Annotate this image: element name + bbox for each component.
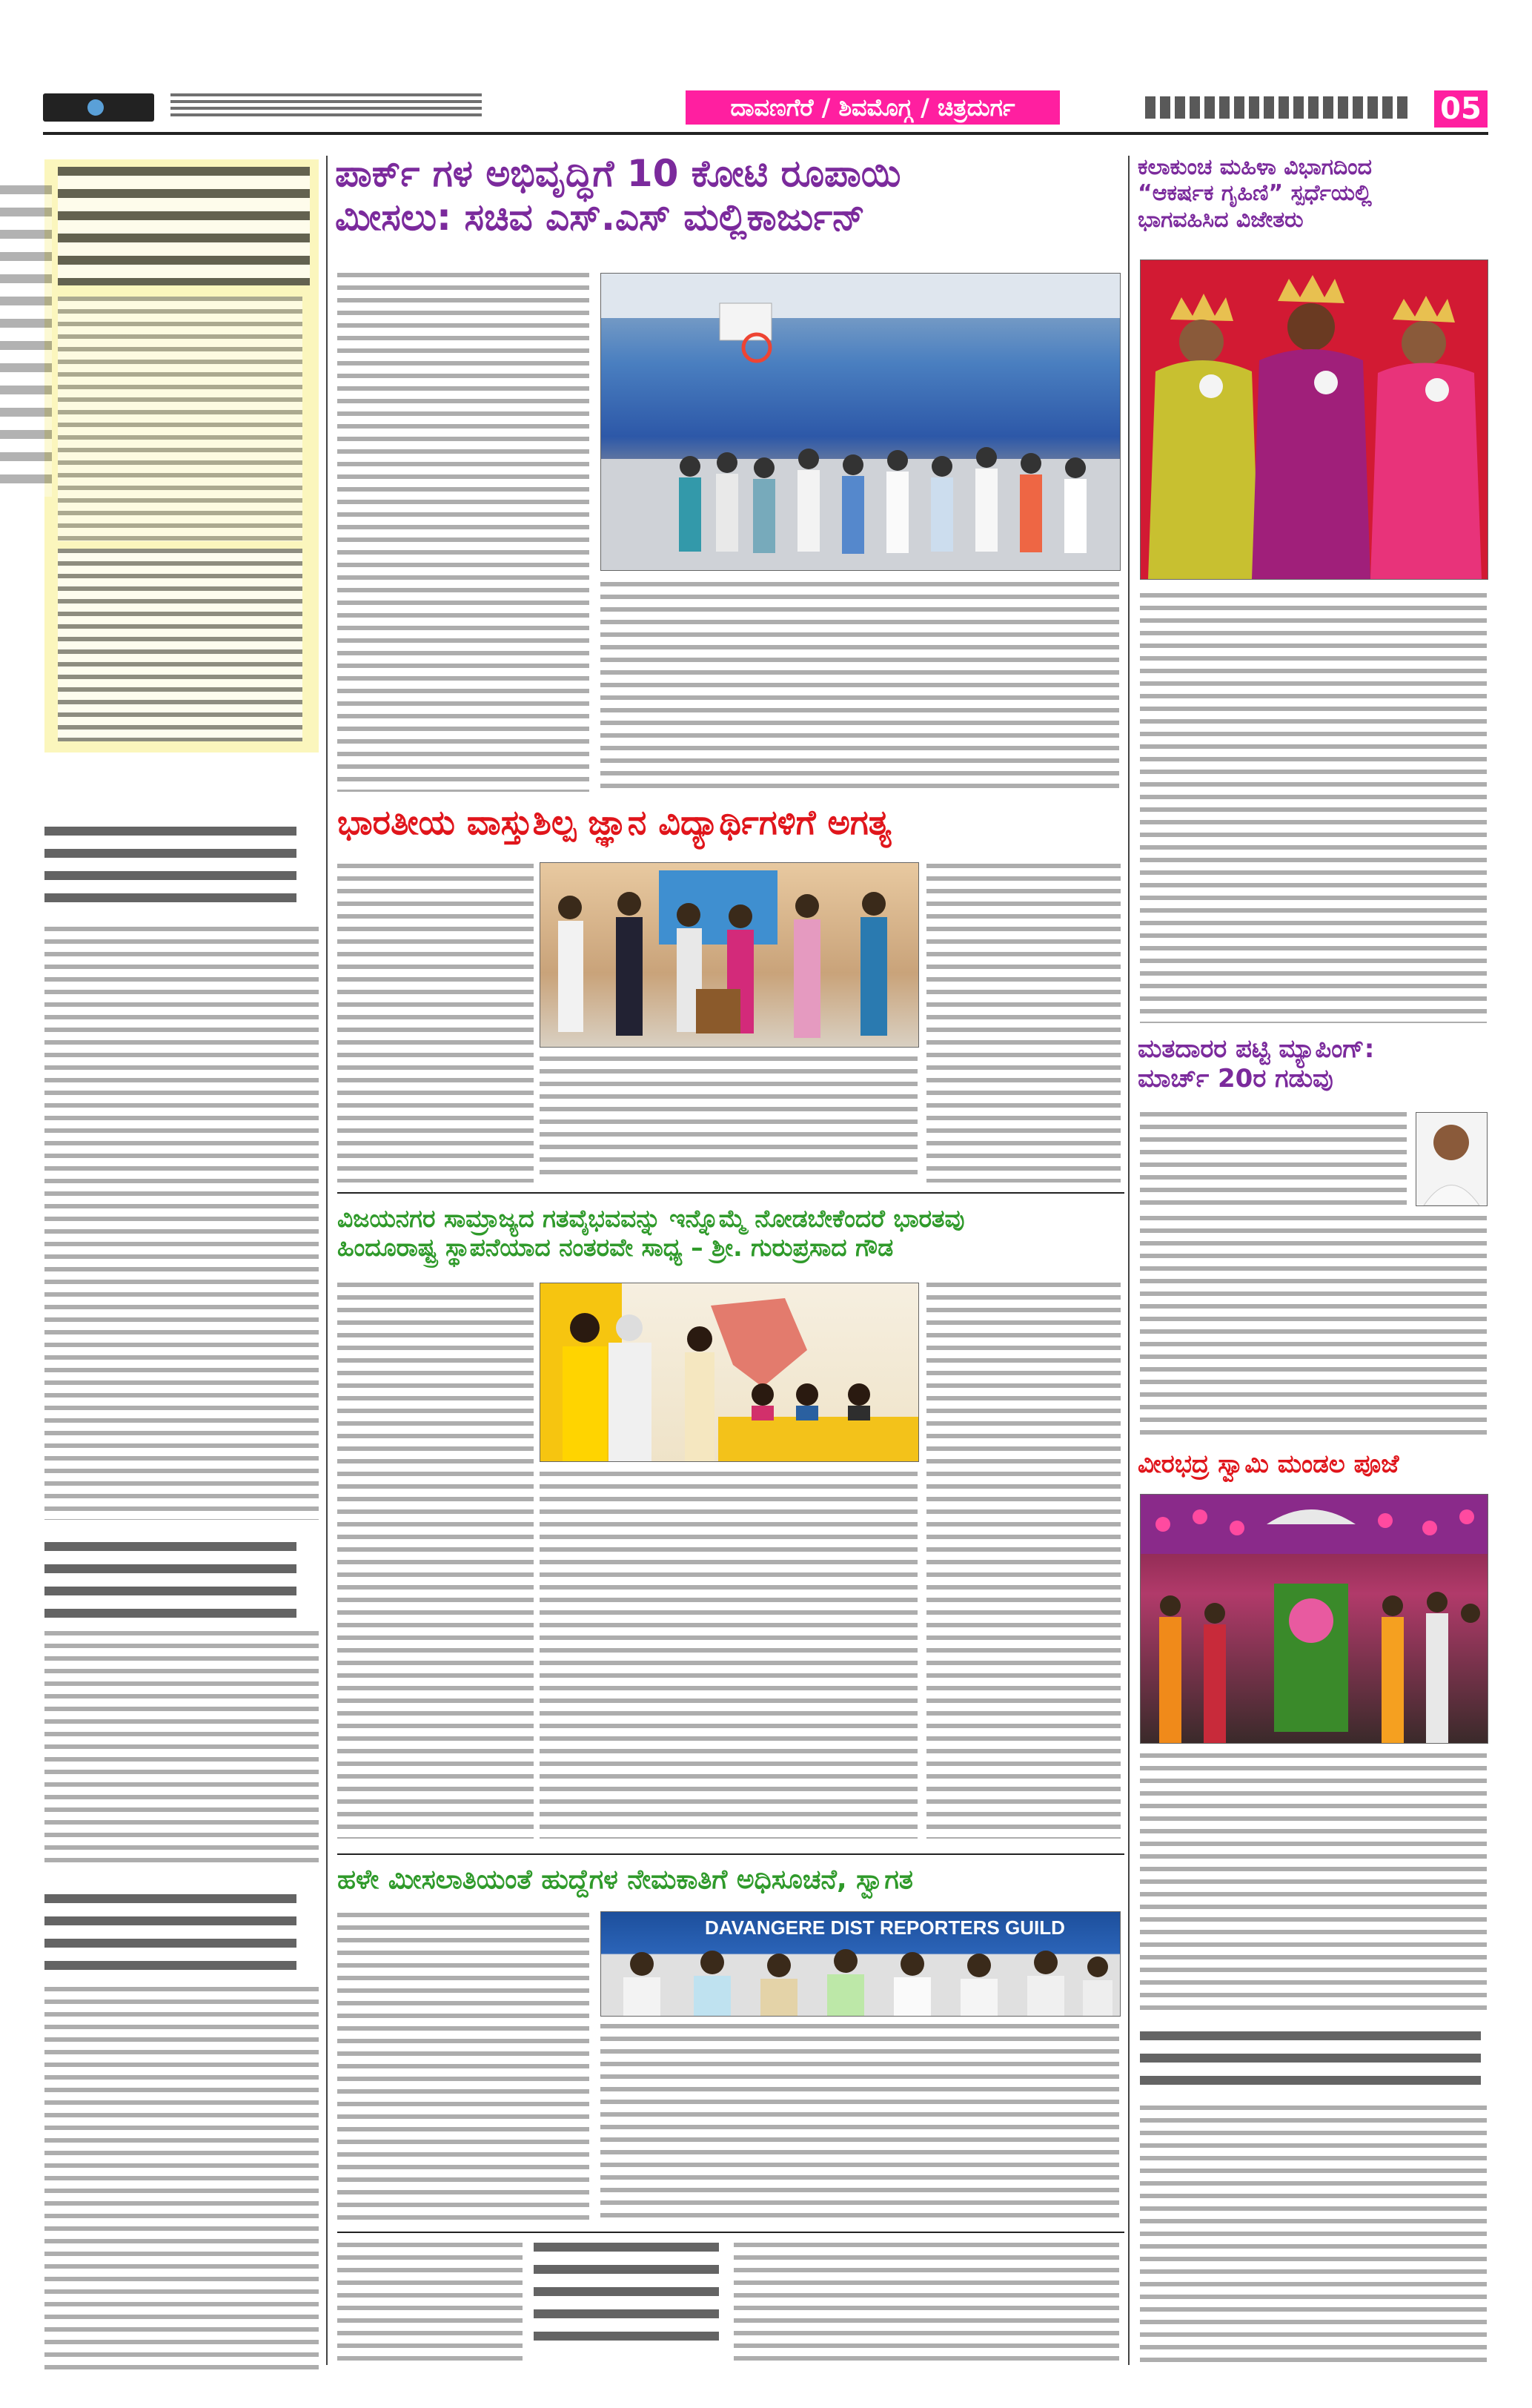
right-bottom-text [1140,2106,1487,2369]
vijayanagara-headline [337,1205,1130,1263]
pooja-photo [1140,1494,1488,1744]
voters-text-top [1140,1112,1407,1208]
reporters-photo-art [601,1912,1120,2016]
story-divider-3 [337,2232,1124,2233]
story-divider-2 [337,1853,1124,1855]
vijayanagara-text-3 [926,1283,1121,1839]
vijayanagara-text-2 [540,1472,918,1839]
winners-photo [1140,259,1488,580]
left-story-text [44,927,319,1520]
reporters-text-right [600,2024,1119,2224]
voters-headline-line2: ಮಾರ್ಚ್ 20ರ ಗಡುವು [1138,1064,1333,1094]
architecture-photo-art [540,863,918,1047]
page-number: 05 [1434,90,1488,128]
voters-headline-line1: ಮತದಾರರ ಪಟ್ಟಿ ಮ್ಯಾಪಿಂಗ್: [1138,1034,1375,1064]
architecture-event-photo [540,862,919,1048]
vijayanagara-headline-line1: ವಿಜಯನಗರ ಸಾಮ್ರಾಜ್ಯದ ಗತವೈಭವವನ್ನು ಇನ್ನೊಮ್ಮೆ ನೋಡಬೇಕೆಂದರೆ ಭಾರತವು [337,1204,965,1233]
story-divider [337,1192,1124,1194]
margin-fragment [0,185,52,497]
official-portrait [1416,1112,1488,1206]
architecture-headline: ಭಾರತೀಯ ವಾಸ್ತುಶಿಲ್ಪ ಜ್ಞಾನ ವಿದ್ಯಾರ್ಥಿಗಳಿಗೆ ಅಗತ್ಯ [337,802,892,842]
portrait-art [1416,1113,1487,1205]
voters-headline [1138,1034,1486,1094]
bottom-story-text [734,2243,1119,2369]
left-story-3-headline [44,1894,296,1976]
header-rule [43,132,1488,135]
vijayanagara-headline-line2: ಹಿಂದೂರಾಷ್ಟ್ರ ಸ್ಥಾಪನೆಯಾದ ನಂತರವೇ ಸಾಧ್ಯ – ಶ್ರೀ. ಗುರುಪ್ರಸಾದ ಗೌಡ [337,1232,894,1262]
park-headline-line2: ಮೀಸಲು: ಸಚಿವ ಎಸ್.ಎಸ್ ಮಲ್ಲಿಕಾರ್ಜುನ್ [335,196,866,239]
boxed-story-headline [58,167,310,285]
boxed-story-text-2 [58,549,302,741]
architecture-text-below [540,1056,918,1182]
vijayanagara-event-photo [540,1283,919,1462]
park-photo-art [601,274,1120,570]
park-headline [335,152,1128,239]
park-story-text-2 [600,582,1119,790]
kalakunja-text [1140,593,1487,1023]
left-story-2-text [44,1631,319,1868]
boxed-story-text [58,297,302,541]
section-tab: ದಾವಣಗೆರೆ / ಶಿವಮೊಗ್ಗ / ಚಿತ್ರದುರ್ಗ [686,90,1060,125]
architecture-text-left [337,864,534,1182]
kalakunja-headline-line2: “ಆಕರ್ಷಕ ಗೃಹಿಣಿ” ಸ್ಪರ್ಧೆಯಲ್ಲಿ [1138,180,1372,207]
reporters-headline: ಹಳೇ ಮೀಸಲಾತಿಯಂತೆ ಹುದ್ದೆಗಳ ನೇಮಕಾತಿಗೆ ಅಧಿಸೂಚನೆ, ಸ್ವಾಗತ [337,1865,913,1895]
kalakunja-headline-line1: ಕಲಾಕುಂಚ ಮಹಿಳಾ ವಿಭಾಗದಿಂದ [1138,154,1372,180]
vijayanagara-text-1 [337,1283,534,1839]
veerabhadra-headline: ವೀರಭದ್ರ ಸ್ವಾಮಿ ಮಂಡಲ ಪೂಜೆ [1138,1449,1399,1479]
bottom-ad-text [337,2243,523,2369]
left-story-3-text [44,1987,319,2372]
voters-text [1140,1216,1487,1438]
pooja-text [1140,1753,1487,2013]
park-headline-line1: ಪಾರ್ಕ್ ಗಳ ಅಭಿವೃದ್ಧಿಗೆ 10 ಕೋಟಿ ರೂಪಾಯಿ [335,152,901,195]
reporters-text-left [337,1913,589,2224]
winners-photo-art [1141,260,1488,579]
masthead-logo [43,93,154,122]
issue-date [1145,96,1412,119]
vijayanagara-photo-art [540,1283,918,1461]
reporters-guild-photo [600,1911,1121,2017]
masthead-subtitle [170,93,482,119]
basketball-court-photo [600,273,1121,571]
pooja-photo-art [1141,1495,1488,1743]
park-story-text [337,273,589,792]
bottom-box-headline [534,2243,719,2354]
kalakunja-headline [1138,154,1486,233]
guild-banner: DAVANGERE DIST REPORTERS GUILD [705,1916,1065,1939]
architecture-text-right [926,864,1121,1182]
kalakunja-headline-line3: ಭಾಗವಹಿಸಿದ ವಿಜೇತರು [1138,206,1304,233]
left-story-headline [44,827,296,916]
left-story-2-headline [44,1542,296,1624]
column-rule [326,156,328,2365]
right-bottom-headline [1140,2031,1481,2094]
